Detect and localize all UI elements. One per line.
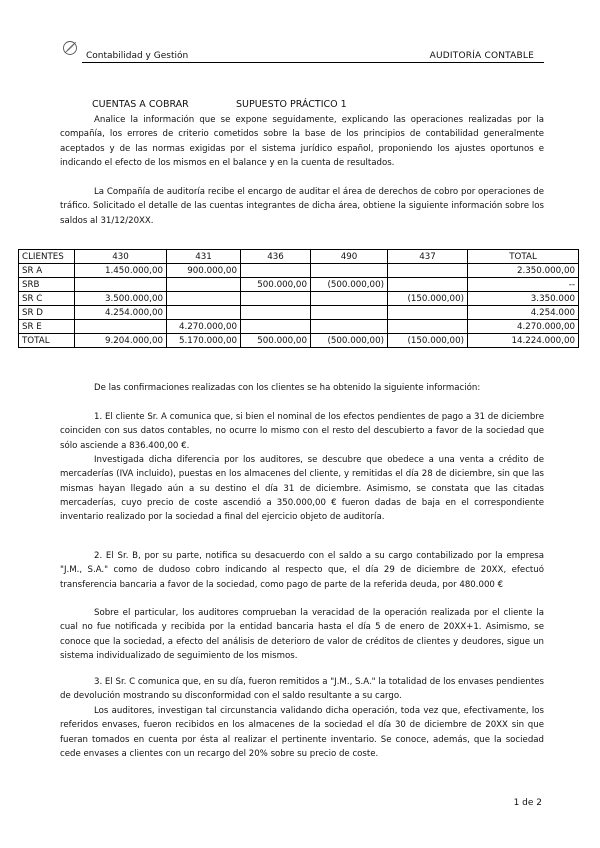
table-cell — [311, 306, 388, 320]
table-cell: 4.270.000,00 — [468, 320, 579, 334]
table-cell: 500.000,00 — [241, 278, 311, 292]
table-cell: 9.204.000,00 — [75, 334, 167, 348]
table-cell: 3.350.000 — [468, 292, 579, 306]
paragraph-intro: Analice la información que se expone seguidamente, explicando las operaciones realizadas por la compañía, los errores de criterio cometidos sobre la base de los principios de contabilidad generalmente aceptados y de las normas exigidas por el sistema jurídico español, proponiendo los ajustes oportunos e indicando el efecto de los mismos en el balance y en la cuenta de resultados. — [60, 115, 544, 168]
table-cell — [241, 306, 311, 320]
table-cell — [311, 320, 388, 334]
table-cell: SR C — [19, 292, 75, 306]
header-right-title: AUDITORÍA CONTABLE — [429, 51, 534, 61]
table-header-cell: CLIENTES — [19, 250, 75, 264]
table-cell: SR E — [19, 320, 75, 334]
paragraph-2b: Sobre el particular, los auditores comprueban la veracidad de la operación realizada por el cliente la cual no fue notificada y recibida por la entidad bancaria hasta el día 5 de enero de 20XX+1. Asimismo, se conoce que la sociedad, a efecto del análisis de deterioro de valor de créditos de clientes y deudores, sigue un sistema individualizado de seguimiento de los mismos. — [60, 608, 544, 661]
paragraph-2a: 2. El Sr. B, por su parte, notifica su desacuerdo con el saldo a su cargo contabilizado por la empresa "J.M., S.A." como de dudoso cobro indicando al respecto que, el día 29 de diciembre de 20XX, efectuó transferencia bancaria a favor de la sociedad, como pago de parte de la referida deuda, por 480.000 € — [60, 551, 544, 590]
table-cell — [388, 306, 468, 320]
title-right: SUPUESTO PRÁCTICO 1 — [236, 99, 347, 110]
table-cell — [241, 264, 311, 278]
table-header-cell: 431 — [167, 250, 241, 264]
paragraph-1a: 1. El cliente Sr. A comunica que, si bien el nominal de los efectos pendientes de pago a 31 de diciembre coinciden con sus datos contables, no ocurre lo mismo con el resto del descubierto a favor de la sociedad que sólo asciende a 836.400,00 €. — [60, 412, 544, 451]
paragraph-1b: Investigada dicha diferencia por los auditores, se descubre que obedece a una venta a crédito de mercaderías (IVA incluido), puestas en los almacenes del cliente, y remitidas el día 28 de diciembre, sin que las mismas hayan llegado aún a su destino el día 31 de diciembre. Asimismo, se constata que las citadas mercaderías, cuyo precio de coste ascendió a 350.000,00 € fueron dadas de baja en el correspondiente inventario realizado por la sociedad a final del ejercicio objeto de auditoría. — [60, 455, 544, 523]
table-cell: TOTAL — [19, 334, 75, 348]
table-cell: SR A — [19, 264, 75, 278]
table-cell: 4.254.000,00 — [75, 306, 167, 320]
header-divider — [82, 62, 544, 63]
table-cell: 5.170.000,00 — [167, 334, 241, 348]
table-row — [19, 264, 579, 278]
table-row — [19, 292, 579, 306]
table-header-cell: 490 — [311, 250, 388, 264]
table-cell: (500.000,00) — [311, 334, 388, 348]
table-cell — [388, 264, 468, 278]
paragraph-encargo: La Compañía de auditoría recibe el encargo de auditar el área de derechos de cobro por operaciones de tráfico. Solicitado el detalle de las cuentas integrantes de dicha área, obtiene la siguiente información sobre los saldos al 31/12/20XX. — [60, 187, 544, 226]
table-cell — [311, 292, 388, 306]
table-cell: -- — [468, 278, 579, 292]
page-number: 1 de 2 — [513, 798, 542, 808]
title-left: CUENTAS A COBRAR — [92, 99, 189, 110]
table-cell — [388, 320, 468, 334]
table-cell — [311, 264, 388, 278]
table-cell: 2.350.000,00 — [468, 264, 579, 278]
paragraph-confirmaciones: De las confirmaciones realizadas con los clientes se ha obtenido la siguiente información: — [94, 383, 481, 393]
table-cell: SR D — [19, 306, 75, 320]
table-cell — [241, 292, 311, 306]
page-header — [62, 40, 540, 62]
table-row — [19, 306, 579, 320]
table-total-row — [19, 334, 579, 348]
table-cell: 900.000,00 — [167, 264, 241, 278]
balances-table — [18, 249, 579, 348]
table-cell: SRB — [19, 278, 75, 292]
table-cell — [167, 292, 241, 306]
table-cell — [75, 278, 167, 292]
table-cell: 500.000,00 — [241, 334, 311, 348]
table-cell: 14.224.000,00 — [468, 334, 579, 348]
table-header-cell: 437 — [388, 250, 468, 264]
table-cell — [75, 320, 167, 334]
table-cell: (150.000,00) — [388, 292, 468, 306]
table-cell: 4.254.000 — [468, 306, 579, 320]
table-header-cell: 430 — [75, 250, 167, 264]
table-row — [19, 320, 579, 334]
quill-pen-icon — [62, 40, 78, 56]
table-cell: 1.450.000,00 — [75, 264, 167, 278]
paragraph-3b: Los auditores, investigan tal circunstancia validando dicha operación, toda vez que, efectivamente, los referidos envases, fueron recibidos en los almacenes de la sociedad el día 30 de diciembre de 20XX sin que fueran tomados en cuenta por ésta al realizar el pertinente inventario. Se conoce, además, que la sociedad cede envases a clientes con un recargo del 20% sobre su precio de coste. — [60, 706, 544, 759]
table-cell — [241, 320, 311, 334]
table-header-cell: 436 — [241, 250, 311, 264]
table-cell: (150.000,00) — [388, 334, 468, 348]
table-header-row — [19, 250, 579, 264]
table-cell: 4.270.000,00 — [167, 320, 241, 334]
table-row — [19, 278, 579, 292]
table-cell: 3.500.000,00 — [75, 292, 167, 306]
table-header-cell: TOTAL — [468, 250, 579, 264]
table-cell — [167, 278, 241, 292]
header-left-title: Contabilidad y Gestión — [86, 51, 189, 61]
table-cell: (500.000,00) — [311, 278, 388, 292]
table-cell — [167, 306, 241, 320]
paragraph-3a: 3. El Sr. C comunica que, en su día, fueron remitidos a "J.M., S.A." la totalidad de los envases pendientes de devolución mostrando su disconformidad con el saldo resultante a su cargo. — [60, 677, 544, 702]
table-cell — [388, 278, 468, 292]
